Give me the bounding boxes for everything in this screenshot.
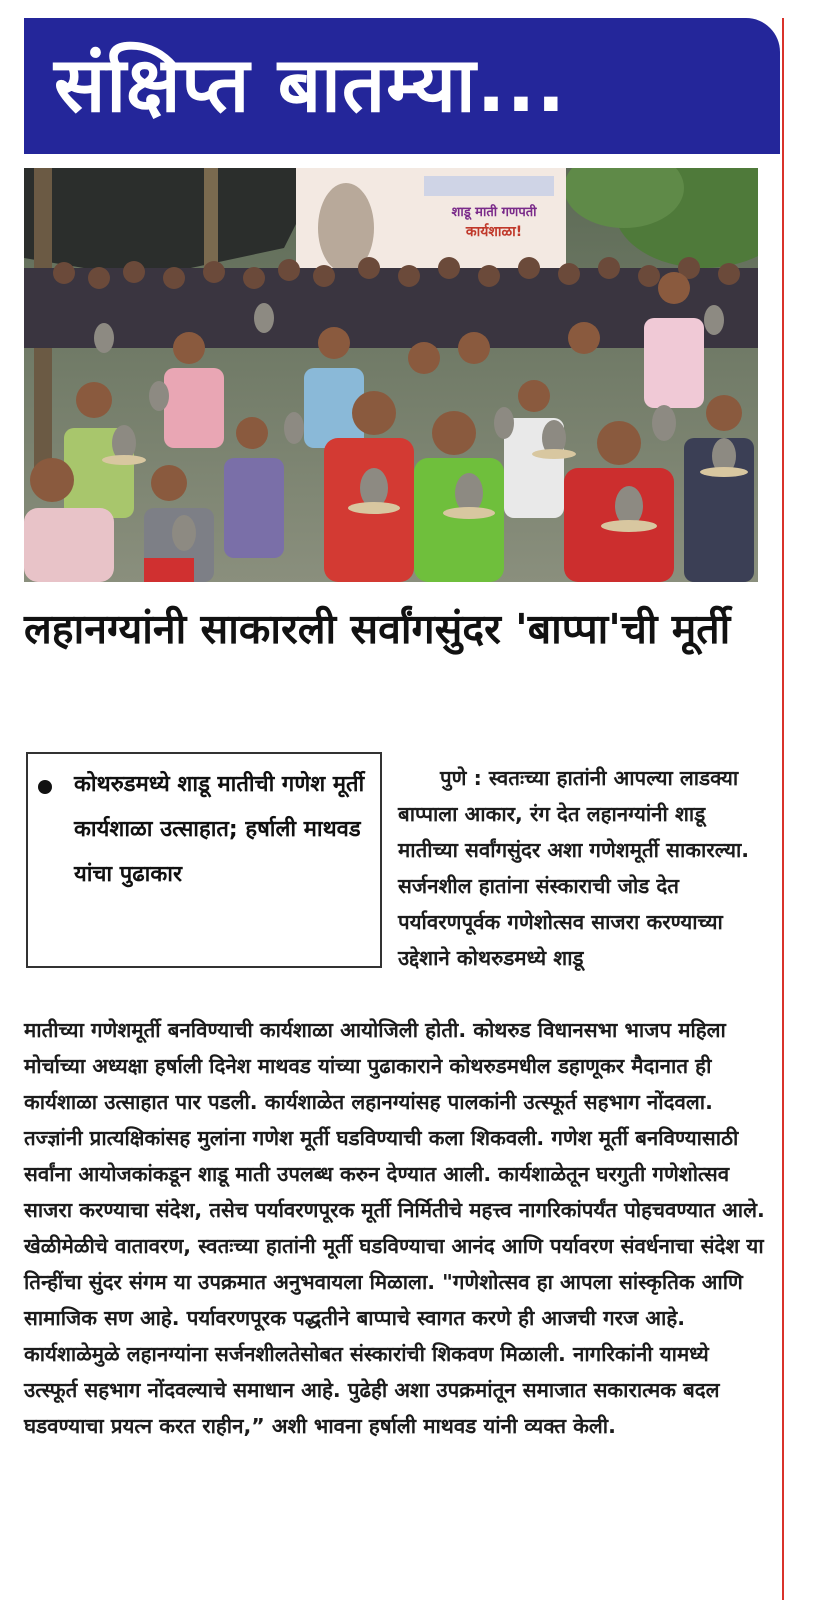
- poster-title-line2: कार्यशाळा!: [465, 224, 523, 240]
- article-body-intro: पुणे : स्वतःच्या हातांनी आपल्या लाडक्या बाप्पाला आकार, रंग देत लहानग्यांनी शाडू मातीच्या सर्वांगसुंदर अशा गणेशमूर्ती साकारल्या. सर्जनशील हातांना संस्काराची जोड देत पर्यावरणपूर्वक गणेशोत्सव साजरा करण्याच्या उद्देशाने कोथरुडमध्ये शाडू: [398, 766, 750, 970]
- article-body-main: मातीच्या गणेशमूर्ती बनविण्याची कार्यशाळा आयोजिली होती. कोथरुड विधानसभा भाजप महिला मोर्चाच्या अध्यक्षा हर्षाली दिनेश माथवड यांच्या पुढाकाराने कोथरुडमधील डहाणूकर मैदानात ही कार्यशाळा उत्साहात पार पडली. कार्यशाळेत लहानग्यांसह पालकांनी उत्स्फूर्त सहभाग नोंदवला. तज्ज्ञांनी प्रात्यक्षिकांसह मुलांना गणेश मूर्ती घडविण्याची कला शिकवली. गणेश मूर्ती बनविण्यासाठी सर्वांना आयोजकांकडून शाडू माती उपलब्ध करुन देण्यात आली. कार्यशाळेतून घरगुती गणेशोत्सव साजरा करण्याचा संदेश, तसेच पर्यावरणपूरक मूर्ती निर्मितीचे महत्त्व नागरिकांपर्यंत पोहचवण्यात आले. खेळीमेळीचे वातावरण, स्वतःच्या हातांनी मूर्ती घडविण्याचा आनंद आणि पर्यावरण संवर्धनाचा संदेश या तिन्हींचा सुंदर संगम या उपक्रमात अनुभवायला मिळाला. "गणेशोत्सव हा आपला सांस्कृतिक आणि सामाजिक सण आहे. पर्यावरणपूरक पद्धतीने बाप्पाचे स्वागत करणे ही आजची गरज आहे. कार्यशाळेमुळे लहानग्यांना सर्जनशीलतेसोबत संस्कारांची शिकवण मिळाली. नागरिकांनी यामध्ये उत्स्फूर्त सहभाग नोंदवल्याचे समाधान आहे. पुढेही अशा उपक्रमांतून समाजात सकारात्मक बदल घडवण्याचा प्रयत्न करत राहीन,” अशी भावना हर्षाली माथवड यांनी व्यक्त केली.: [24, 1018, 765, 1438]
- highlight-box: [26, 752, 382, 968]
- section-banner: [24, 18, 780, 154]
- bullet-icon: [38, 780, 52, 794]
- poster-title-line1: शाडू माती गणपती: [451, 205, 537, 220]
- news-photo: [24, 168, 758, 582]
- section-title: संक्षिप्त बातम्या...: [54, 40, 567, 129]
- highlight-text: कोथरुडमध्ये शाडू मातीची गणेश मूर्ती कार्यशाळा उत्साहात; हर्षाली माथवड यांचा पुढाकार: [74, 772, 365, 887]
- column-rule: [782, 18, 784, 1600]
- headline: लहानग्यांनी साकारली सर्वांगसुंदर 'बाप्पा'ची मूर्ती: [24, 605, 731, 653]
